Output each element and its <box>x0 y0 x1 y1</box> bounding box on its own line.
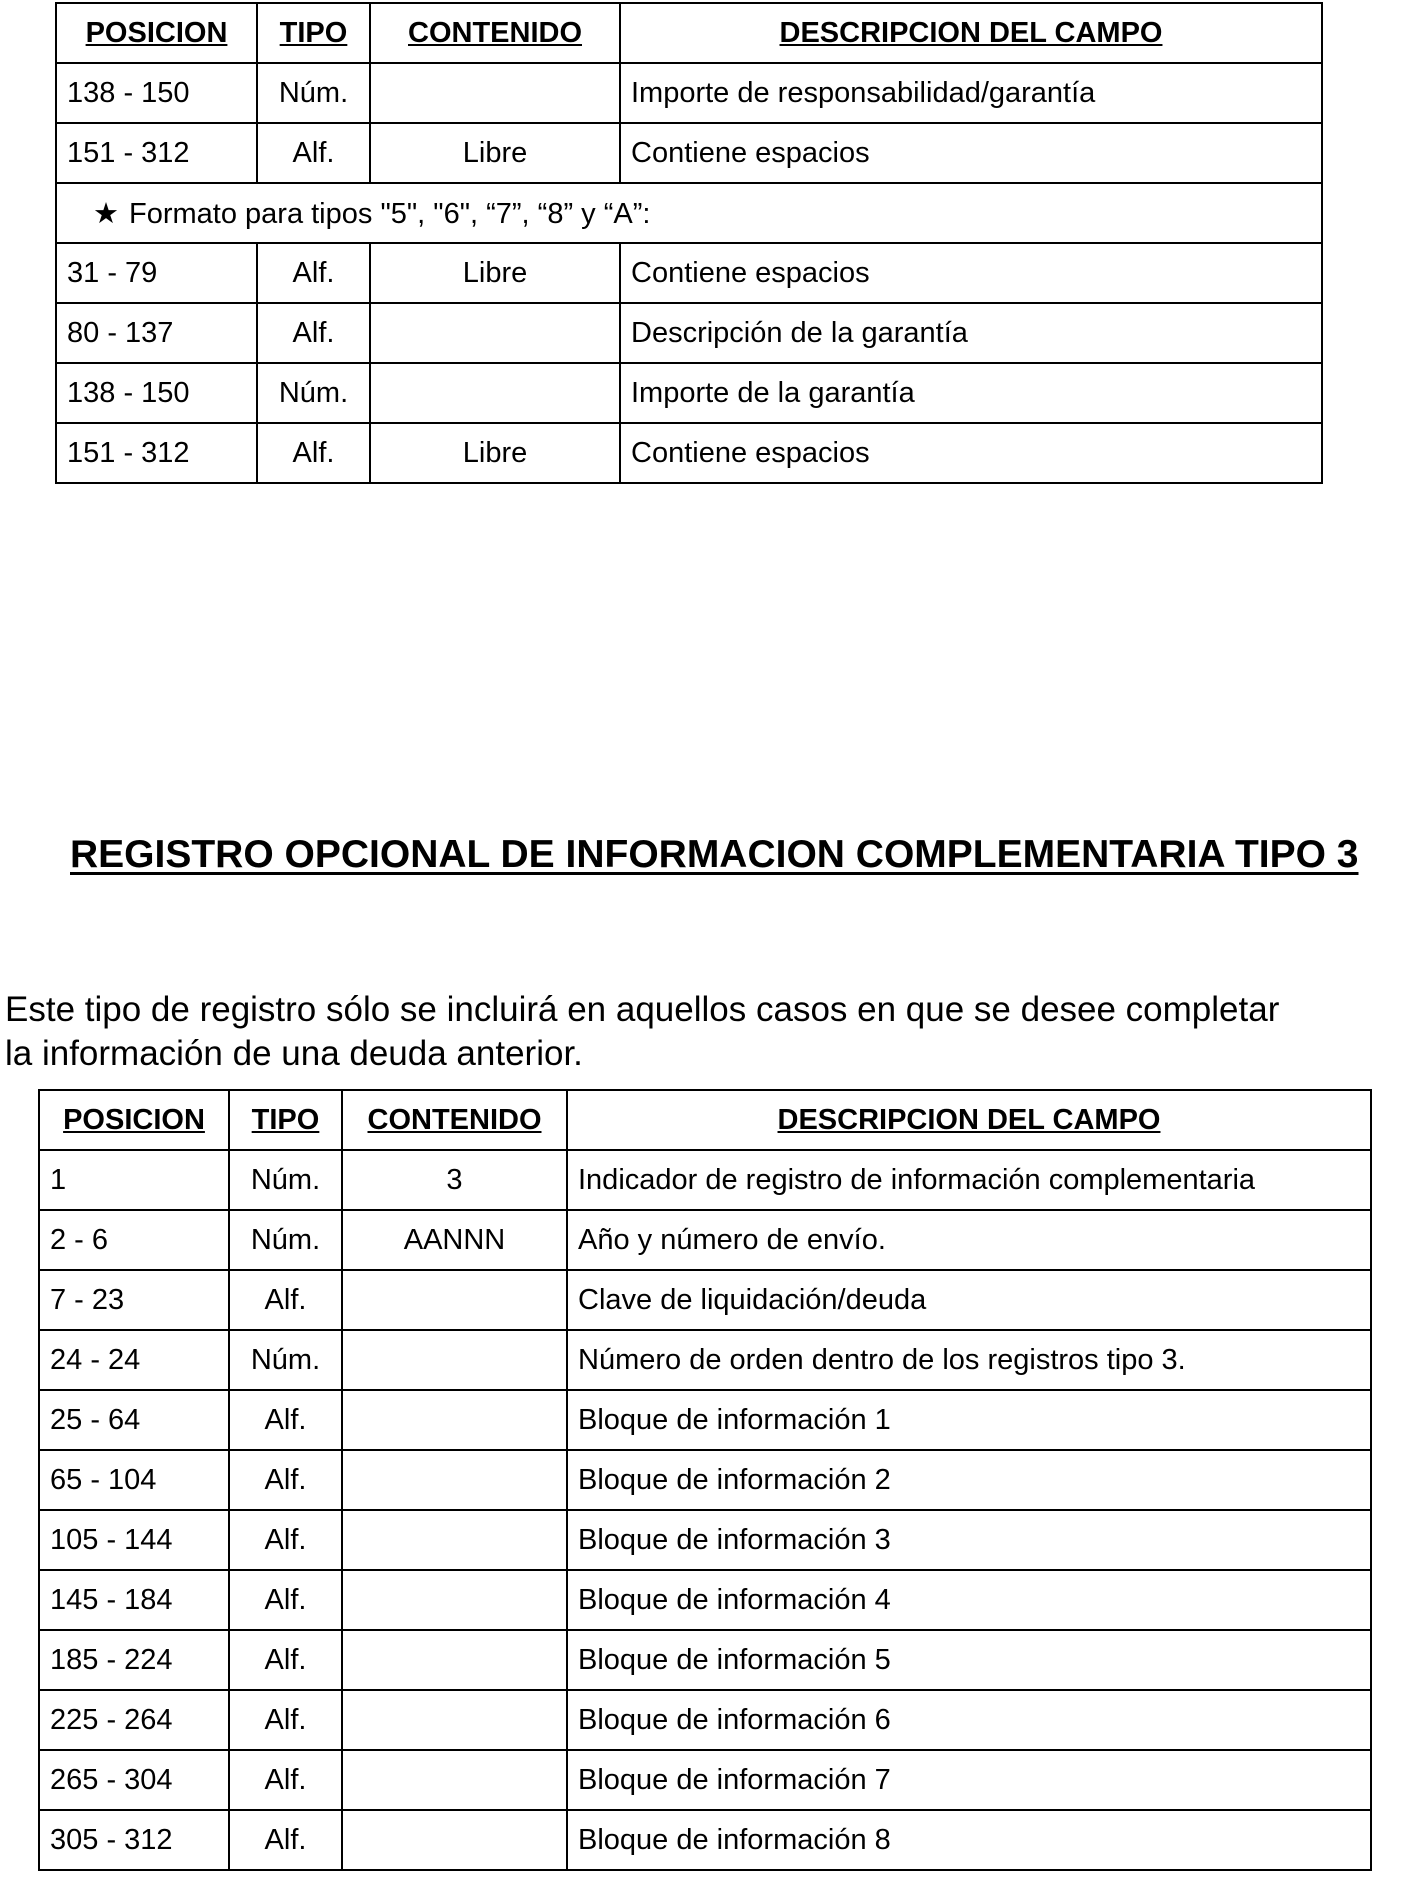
cell-descripcion: Importe de responsabilidad/garantía <box>620 63 1322 123</box>
format-note-row <box>56 183 1322 243</box>
header-descripcion: DESCRIPCION DEL CAMPO <box>620 3 1322 63</box>
table-row <box>56 123 1322 183</box>
cell-descripcion: Bloque de información 5 <box>567 1630 1371 1690</box>
cell-tipo: Alf. <box>229 1270 342 1330</box>
cell-contenido <box>342 1570 567 1630</box>
cell-contenido <box>370 63 620 123</box>
cell-descripcion: Indicador de registro de información complementaria <box>567 1150 1371 1210</box>
cell-posicion: 80 - 137 <box>56 303 257 363</box>
section-title: REGISTRO OPCIONAL DE INFORMACION COMPLEMENTARIA TIPO 3 <box>70 833 1359 876</box>
cell-descripcion: Año y número de envío. <box>567 1210 1371 1270</box>
header-descripcion: DESCRIPCION DEL CAMPO <box>567 1090 1371 1150</box>
cell-tipo: Núm. <box>257 363 370 423</box>
cell-contenido <box>370 363 620 423</box>
cell-contenido <box>342 1690 567 1750</box>
cell-posicion: 305 - 312 <box>39 1810 229 1870</box>
cell-contenido: Libre <box>370 243 620 303</box>
cell-posicion: 138 - 150 <box>56 63 257 123</box>
cell-posicion: 31 - 79 <box>56 243 257 303</box>
cell-posicion: 151 - 312 <box>56 423 257 483</box>
table-row <box>39 1570 1371 1630</box>
field-table-tipo3 <box>38 1089 1372 1871</box>
cell-descripcion: Descripción de la garantía <box>620 303 1322 363</box>
intro-line-1: Este tipo de registro sólo se incluirá en aquellos casos en que se desee completar <box>5 990 1280 1029</box>
format-note-text: Formato para tipos "5", "6", “7”, “8” y “A”: <box>129 197 651 230</box>
table-row <box>39 1150 1371 1210</box>
cell-descripcion: Bloque de información 1 <box>567 1390 1371 1450</box>
field-table-top-body <box>56 3 1322 483</box>
cell-posicion: 185 - 224 <box>39 1630 229 1690</box>
cell-posicion: 2 - 6 <box>39 1210 229 1270</box>
cell-descripcion: Bloque de información 2 <box>567 1450 1371 1510</box>
cell-posicion: 7 - 23 <box>39 1270 229 1330</box>
table-header-row <box>56 3 1322 63</box>
cell-contenido: Libre <box>370 123 620 183</box>
cell-descripcion: Clave de liquidación/deuda <box>567 1270 1371 1330</box>
table-row <box>39 1750 1371 1810</box>
cell-posicion: 1 <box>39 1150 229 1210</box>
header-tipo: TIPO <box>257 3 370 63</box>
star-icon: ★ <box>93 197 119 230</box>
table-row <box>39 1210 1371 1270</box>
cell-tipo: Núm. <box>229 1210 342 1270</box>
table-row <box>39 1330 1371 1390</box>
field-table-top <box>55 2 1323 484</box>
table-row <box>39 1510 1371 1570</box>
cell-tipo: Alf. <box>229 1510 342 1570</box>
cell-tipo: Alf. <box>257 423 370 483</box>
cell-tipo: Alf. <box>229 1390 342 1450</box>
header-posicion: POSICION <box>39 1090 229 1150</box>
header-contenido: CONTENIDO <box>370 3 620 63</box>
cell-descripcion: Bloque de información 4 <box>567 1570 1371 1630</box>
cell-posicion: 25 - 64 <box>39 1390 229 1450</box>
cell-descripcion: Contiene espacios <box>620 243 1322 303</box>
cell-posicion: 138 - 150 <box>56 363 257 423</box>
cell-contenido <box>342 1750 567 1810</box>
cell-contenido: Libre <box>370 423 620 483</box>
cell-posicion: 151 - 312 <box>56 123 257 183</box>
cell-tipo: Alf. <box>257 303 370 363</box>
cell-tipo: Alf. <box>257 123 370 183</box>
table-header-row <box>39 1090 1371 1150</box>
field-table-tipo3-body <box>39 1090 1371 1870</box>
cell-contenido <box>342 1510 567 1570</box>
cell-descripcion: Bloque de información 6 <box>567 1690 1371 1750</box>
table-row <box>56 303 1322 363</box>
intro-paragraph <box>5 988 1410 1076</box>
cell-contenido <box>342 1630 567 1690</box>
cell-tipo: Alf. <box>229 1630 342 1690</box>
cell-tipo: Núm. <box>229 1150 342 1210</box>
header-tipo: TIPO <box>229 1090 342 1150</box>
cell-tipo: Alf. <box>229 1810 342 1870</box>
cell-posicion: 265 - 304 <box>39 1750 229 1810</box>
header-posicion: POSICION <box>56 3 257 63</box>
cell-tipo: Alf. <box>229 1690 342 1750</box>
format-note-cell <box>56 183 1322 243</box>
table-row <box>39 1390 1371 1450</box>
table-row <box>39 1810 1371 1870</box>
cell-posicion: 65 - 104 <box>39 1450 229 1510</box>
cell-descripcion: Bloque de información 3 <box>567 1510 1371 1570</box>
table-row <box>39 1690 1371 1750</box>
table-row <box>56 63 1322 123</box>
cell-descripcion: Contiene espacios <box>620 423 1322 483</box>
cell-tipo: Alf. <box>257 243 370 303</box>
cell-posicion: 145 - 184 <box>39 1570 229 1630</box>
cell-contenido <box>370 303 620 363</box>
cell-contenido <box>342 1390 567 1450</box>
cell-descripcion: Contiene espacios <box>620 123 1322 183</box>
header-contenido: CONTENIDO <box>342 1090 567 1150</box>
cell-descripcion: Importe de la garantía <box>620 363 1322 423</box>
cell-posicion: 24 - 24 <box>39 1330 229 1390</box>
cell-contenido <box>342 1270 567 1330</box>
cell-descripcion: Bloque de información 8 <box>567 1810 1371 1870</box>
cell-posicion: 225 - 264 <box>39 1690 229 1750</box>
cell-descripcion: Número de orden dentro de los registros tipo 3. <box>567 1330 1371 1390</box>
cell-contenido <box>342 1810 567 1870</box>
table-row <box>56 243 1322 303</box>
intro-line-2: la información de una deuda anterior. <box>5 1034 583 1073</box>
table-row <box>56 363 1322 423</box>
cell-tipo: Alf. <box>229 1450 342 1510</box>
cell-descripcion: Bloque de información 7 <box>567 1750 1371 1810</box>
table-row <box>39 1450 1371 1510</box>
cell-contenido: AANNN <box>342 1210 567 1270</box>
cell-contenido <box>342 1330 567 1390</box>
table-row <box>39 1630 1371 1690</box>
table-row <box>56 423 1322 483</box>
cell-tipo: Núm. <box>229 1330 342 1390</box>
cell-posicion: 105 - 144 <box>39 1510 229 1570</box>
cell-tipo: Alf. <box>229 1570 342 1630</box>
cell-tipo: Núm. <box>257 63 370 123</box>
cell-contenido: 3 <box>342 1150 567 1210</box>
table-row <box>39 1270 1371 1330</box>
cell-tipo: Alf. <box>229 1750 342 1810</box>
cell-contenido <box>342 1450 567 1510</box>
